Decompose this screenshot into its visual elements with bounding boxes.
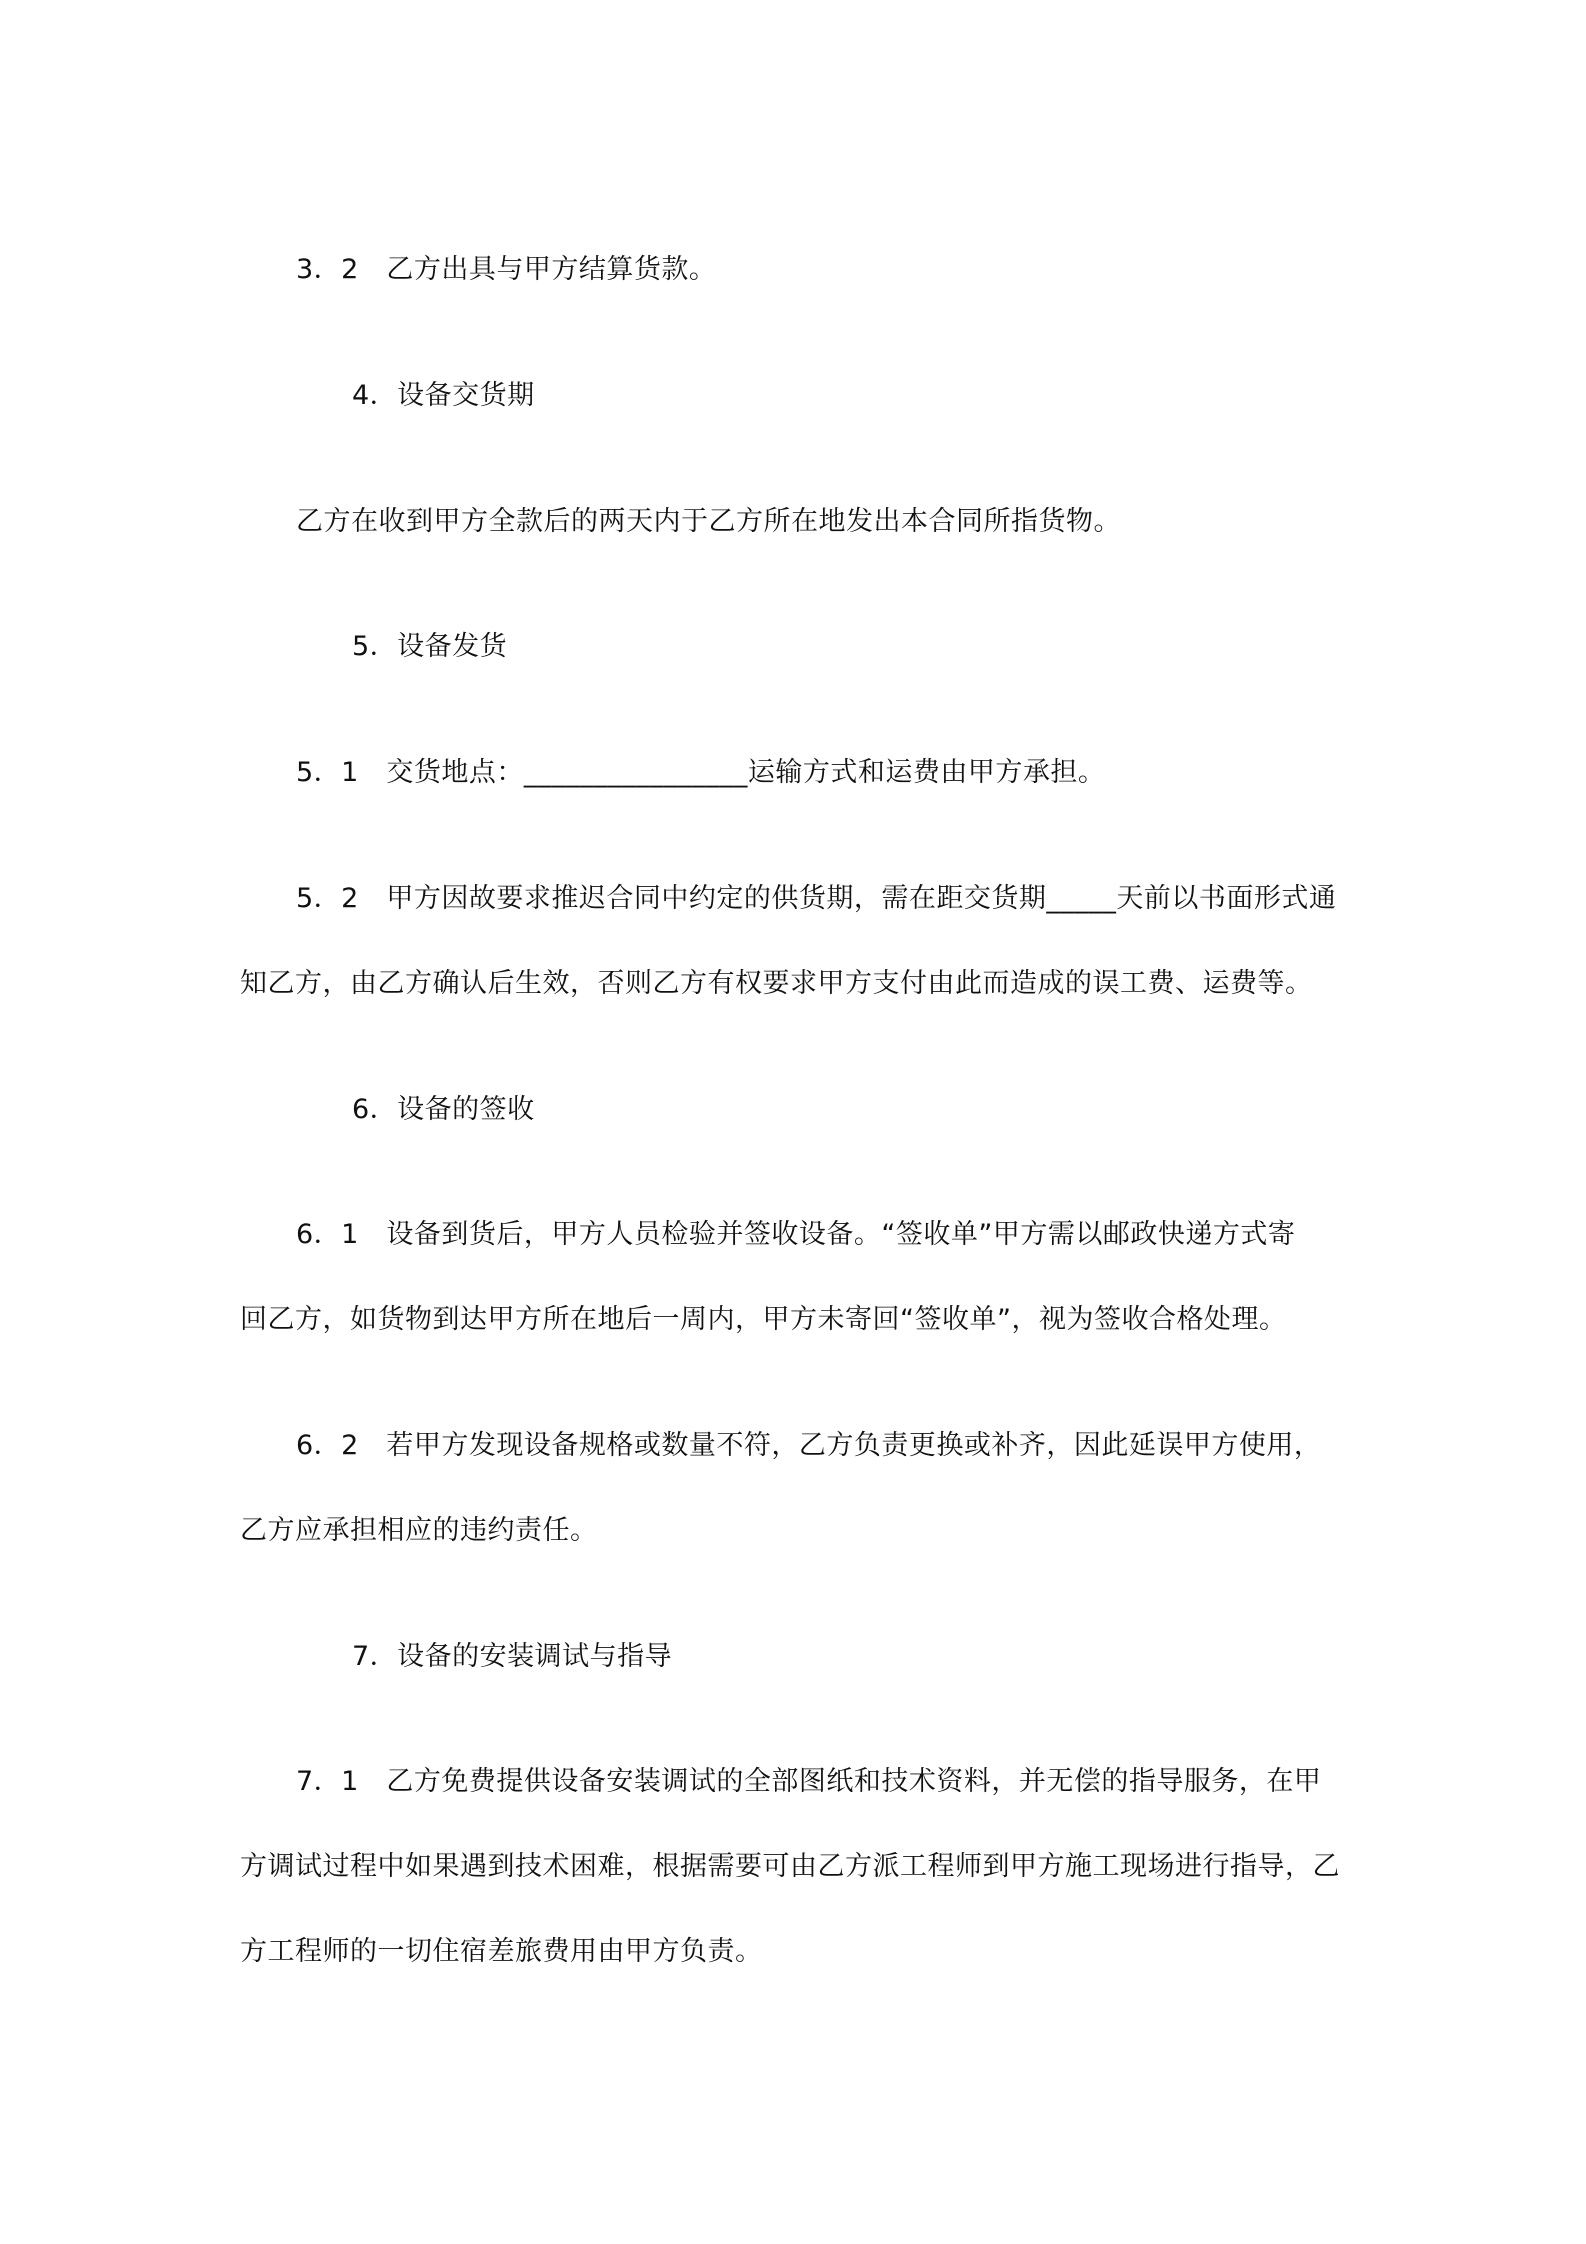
clause-7-1-line-1: 7．1 乙方免费提供设备安装调试的全部图纸和技术资料，并无偿的指导服务，在甲 [296,1766,1322,1797]
clause-6-1-line-2: 回乙方，如货物到达甲方所在地后一周内，甲方未寄回“签收单”，视为签收合格处理。 [240,1304,1287,1335]
clause-5-1: 5．1 交货地点：________________运输方式和运费由甲方承担。 [296,757,1106,788]
clause-5-2-line-2: 知乙方，由乙方确认后生效，否则乙方有权要求甲方支付由此而造成的误工费、运费等。 [240,968,1313,999]
heading-4: 4．设备交货期 [352,380,535,411]
clause-7-1-line-3: 方工程师的一切住宿差旅费用由甲方负责。 [240,1936,763,1967]
clause-6-2-line-2: 乙方应承担相应的违约责任。 [240,1515,598,1546]
clause-3-2: 3．2 乙方出具与甲方结算货款。 [296,254,717,285]
clause-6-1-line-1: 6．1 设备到货后，甲方人员检验并签收设备。“签收单”甲方需以邮政快递方式寄 [296,1219,1296,1250]
heading-6: 6．设备的签收 [352,1094,535,1125]
heading-7: 7．设备的安装调试与指导 [352,1641,673,1672]
clause-6-2-line-1: 6．2 若甲方发现设备规格或数量不符，乙方负责更换或补齐，因此延误甲方使用， [296,1430,1322,1461]
heading-5: 5．设备发货 [352,631,508,662]
clause-7-1-line-2: 方调试过程中如果遇到技术困难，根据需要可由乙方派工程师到甲方施工现场进行指导，乙 [240,1851,1340,1882]
paragraph-4: 乙方在收到甲方全款后的两天内于乙方所在地发出本合同所指货物。 [296,506,1121,537]
clause-5-2-line-1: 5．2 甲方因故要求推迟合同中约定的供货期，需在距交货期_____天前以书面形式通 [296,883,1337,914]
